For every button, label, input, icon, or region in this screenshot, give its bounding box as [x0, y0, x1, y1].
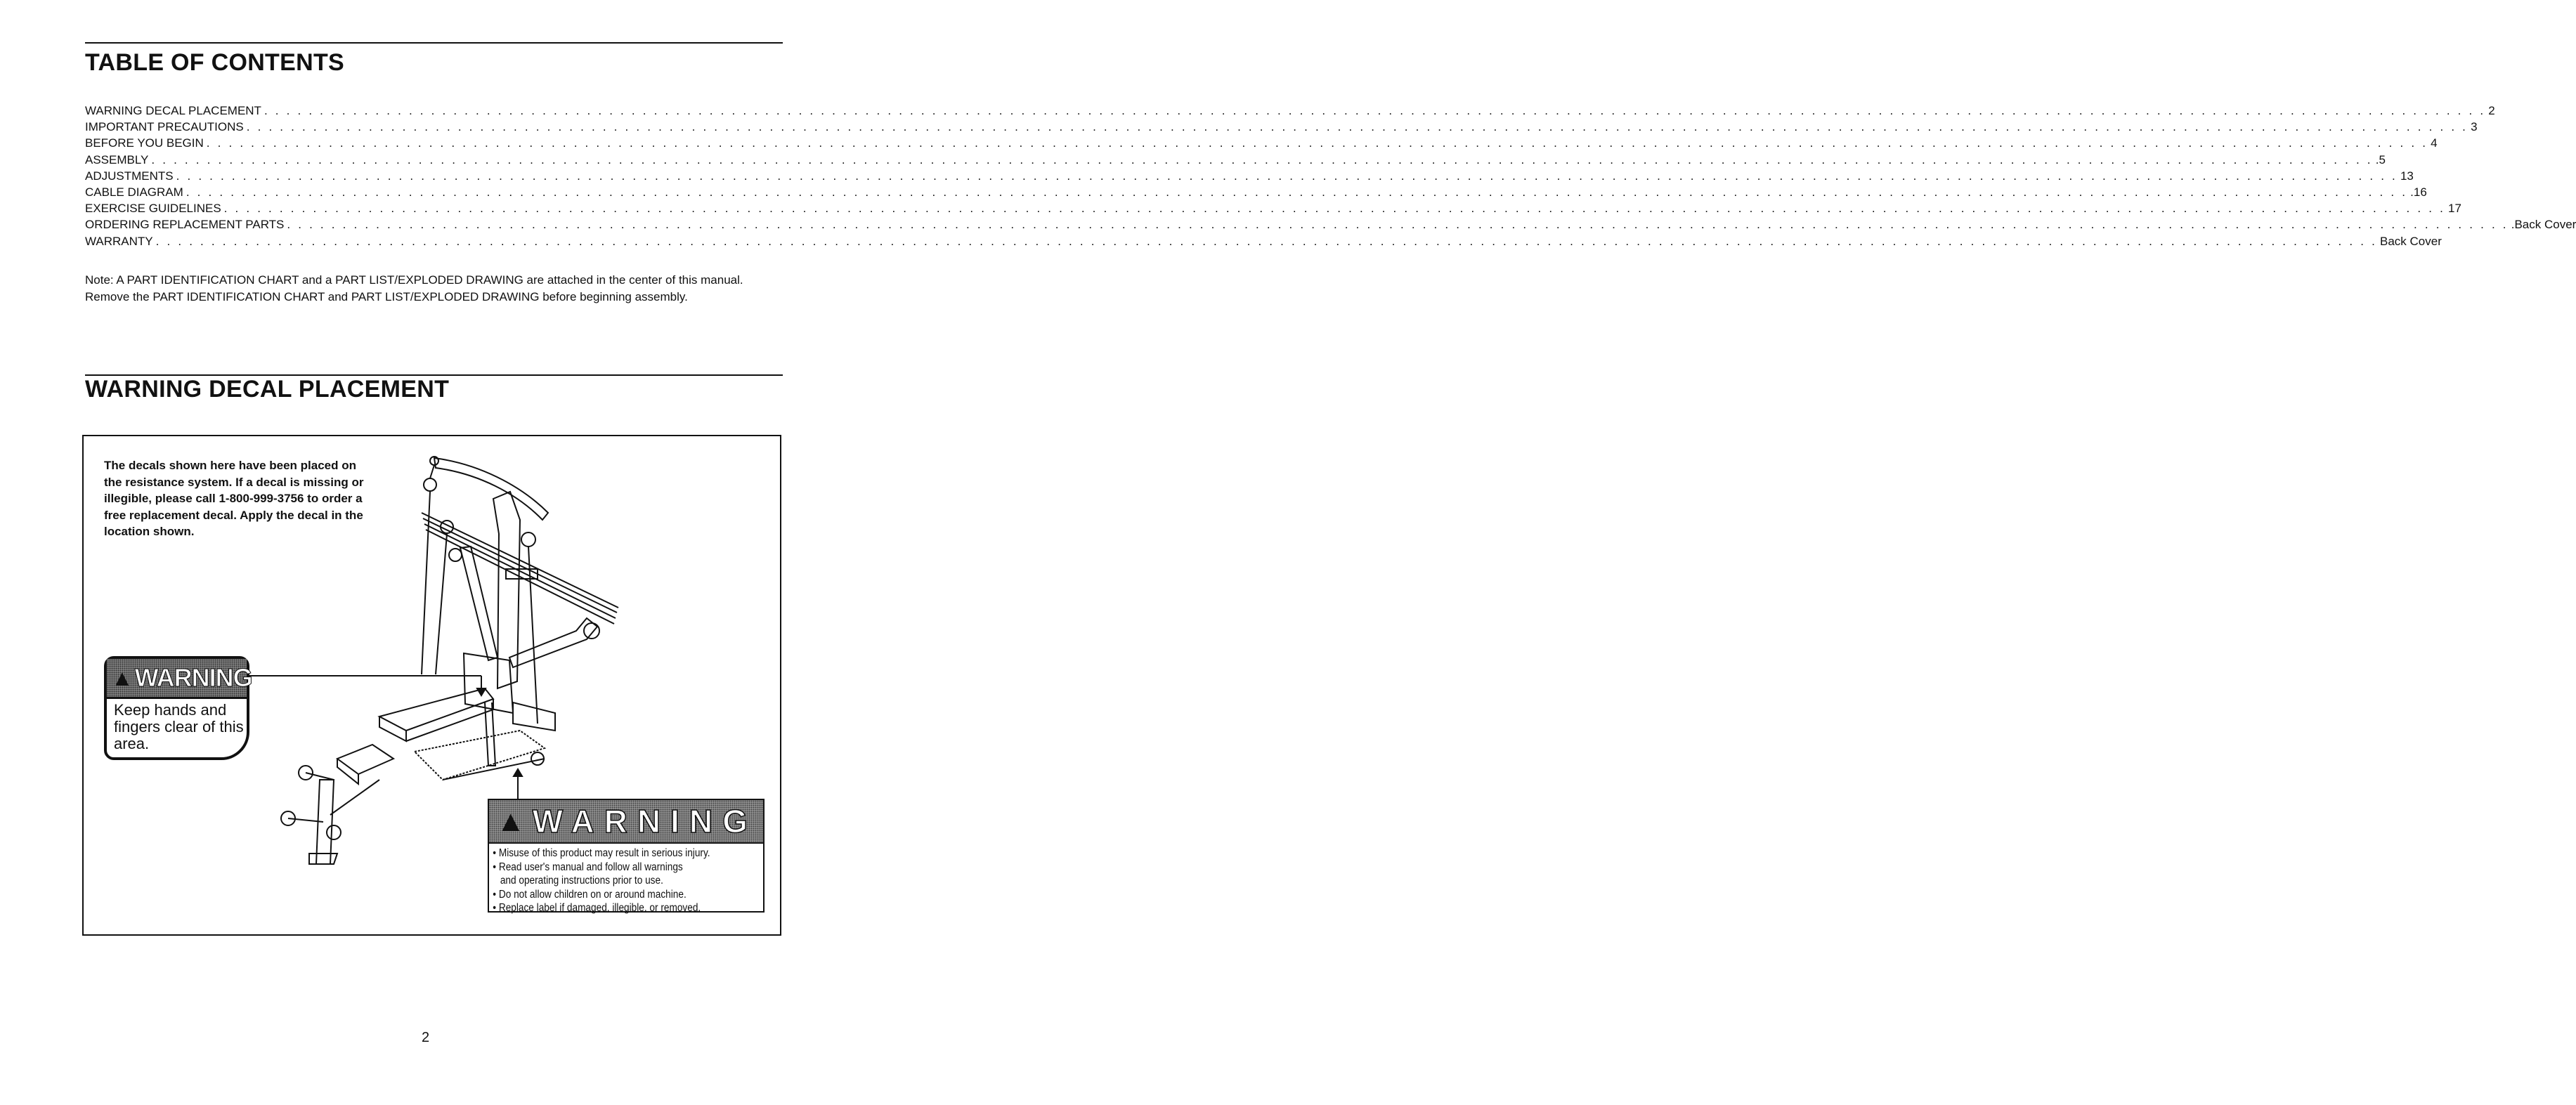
- small-decal-message: Keep hands and fingers clear of this area.: [114, 701, 244, 752]
- toc-heading: TABLE OF CONTENTS: [85, 49, 345, 76]
- toc-entry-page: .Back Cover: [2511, 218, 2576, 232]
- toc-entry-title: WARNING DECAL PLACEMENT: [85, 104, 261, 117]
- toc-leader-dots: . . . . . . . . . . . . . . . . . . . . . . . . . . . . . . . . . . . . . . . . . . . . . . . . . . . . . . . . . . . . . . . . . . . . . . . . . . . . . . . . . . . . . . . . . . . . . . . . . . . . . . . . . . . . . . . . . . . . . . . . . . . . . . . . . . . . . . . . . . . . . . . . . . . . . . . . . . . . . . . . . . . . . . . . . . . . . . . . . . . . . . . . . . . . . . . . . . . . . . . .: [223, 202, 2446, 216]
- toc-entry: [85, 152, 2386, 168]
- large-decal-line: • Read user's manual and follow all warnings: [493, 861, 683, 873]
- toc-entry: [85, 135, 2438, 151]
- toc-entry: [85, 168, 2414, 184]
- toc-leader-dots: . . . . . . . . . . . . . . . . . . . . . . . . . . . . . . . . . . . . . . . . . . . . . . . . . . . . . . . . . . . . . . . . . . . . . . . . . . . . . . . . . . . . . . . . . . . . . . . . . . . . . . . . . . . . . . . . . . . . . . . . . . . . . . . . . . . . . . . . . . . . . . . . . . . . . . . . . . . . . . . . . . . . . . . . . . . . . . . . . . . . . . . . . . . . . . . . . . . . . . . .: [186, 185, 2408, 199]
- toc-leader-dots: . . . . . . . . . . . . . . . . . . . . . . . . . . . . . . . . . . . . . . . . . . . . . . . . . . . . . . . . . . . . . . . . . . . . . . . . . . . . . . . . . . . . . . . . . . . . . . . . . . . . . . . . . . . . . . . . . . . . . . . . . . . . . . . . . . . . . . . . . . . . . . . . . . . . . . . . . . . . . . . . . . . . . . . . . . . . . . . . . . . . . . . . . . . . . . . . . . . . . . . .: [264, 104, 2486, 117]
- small-warning-decal: [104, 656, 252, 760]
- toc-entry-title: ASSEMBLY: [85, 152, 149, 166]
- toc-entry-page: 17: [2448, 202, 2461, 216]
- decal-intro-text: The decals shown here have been placed on the resistance system. If a decal is missing or illegible, please call 1-800-999-3756 to order a free replacement decal. Apply the decal in the location shown.: [104, 459, 364, 538]
- large-decal-heading: WARNING: [532, 803, 757, 839]
- decal-section-heading: WARNING DECAL PLACEMENT: [85, 376, 450, 403]
- table-of-contents: [85, 103, 2576, 249]
- toc-entry: [85, 103, 2495, 119]
- toc-leader-dots: . . . . . . . . . . . . . . . . . . . . . . . . . . . . . . . . . . . . . . . . . . . . . . . . . . . . . . . . . . . . . . . . . . . . . . . . . . . . . . . . . . . . . . . . . . . . . . . . . . . . . . . . . . . . . . . . . . . . . . . . . . . . . . . . . . . . . . . . . . . . . . . . . . . . . . . . . . . . . . . . . . . . . . . . . . . . . . . . . . . . . . . . . . . . . . . . . . . . . . . .: [155, 234, 2377, 248]
- large-decal-line: • Do not allow children on or around machine.: [493, 888, 687, 901]
- toc-leader-dots: . . . . . . . . . . . . . . . . . . . . . . . . . . . . . . . . . . . . . . . . . . . . . . . . . . . . . . . . . . . . . . . . . . . . . . . . . . . . . . . . . . . . . . . . . . . . . . . . . . . . . . . . . . . . . . . . . . . . . . . . . . . . . . . . . . . . . . . . . . . . . . . . . . . . . . . . . . . . . . . . . . . . . . . . . . . . . . . . . . . . . . . . . . . . . . . . . . . . . . . .: [287, 218, 2509, 232]
- toc-note: Note: A PART IDENTIFICATION CHART and a PART LIST/EXPLODED DRAWING are attached in the center of this manual. Remove the PART IDENTIFICATION CHART and PART LIST/EXPLODED DRAWING before beginning assembly.: [85, 273, 743, 303]
- large-decal-line: and operating instructions prior to use.: [500, 875, 663, 887]
- toc-entry-title: EXERCISE GUIDELINES: [85, 202, 221, 216]
- toc-entry: [85, 233, 2442, 249]
- toc-entry: [85, 119, 2478, 135]
- toc-entry-title: ADJUSTMENTS: [85, 169, 174, 183]
- large-decal-line: • Replace label if damaged, illegible, or removed.: [493, 902, 701, 914]
- top-rule: [85, 42, 783, 44]
- toc-leader-dots: . . . . . . . . . . . . . . . . . . . . . . . . . . . . . . . . . . . . . . . . . . . . . . . . . . . . . . . . . . . . . . . . . . . . . . . . . . . . . . . . . . . . . . . . . . . . . . . . . . . . . . . . . . . . . . . . . . . . . . . . . . . . . . . . . . . . . . . . . . . . . . . . . . . . . . . . . . . . . . . . . . . . . . . . . . . . . . . . . . . . . . . . . . . . . . . . . . . . . . . .: [206, 136, 2428, 150]
- toc-entry-title: IMPORTANT PRECAUTIONS: [85, 120, 244, 134]
- toc-entry-title: ORDERING REPLACEMENT PARTS: [85, 218, 285, 232]
- toc-leader-dots: . . . . . . . . . . . . . . . . . . . . . . . . . . . . . . . . . . . . . . . . . . . . . . . . . . . . . . . . . . . . . . . . . . . . . . . . . . . . . . . . . . . . . . . . . . . . . . . . . . . . . . . . . . . . . . . . . . . . . . . . . . . . . . . . . . . . . . . . . . . . . . . . . . . . . . . . . . . . . . . . . . . . . . . . . . . . . . . . . . . . . . . . . . . . . . . . . . . . . . . .: [176, 169, 2398, 183]
- toc-entry-title: CABLE DIAGRAM: [85, 185, 183, 199]
- toc-entry-page: Back Cover: [2380, 234, 2442, 248]
- large-decal-lines: [489, 844, 759, 915]
- page-number: 2: [421, 1030, 430, 1045]
- toc-entry-title: BEFORE YOU BEGIN: [85, 136, 204, 150]
- toc-entry-page: 4: [2431, 136, 2438, 150]
- toc-leader-dots: . . . . . . . . . . . . . . . . . . . . . . . . . . . . . . . . . . . . . . . . . . . . . . . . . . . . . . . . . . . . . . . . . . . . . . . . . . . . . . . . . . . . . . . . . . . . . . . . . . . . . . . . . . . . . . . . . . . . . . . . . . . . . . . . . . . . . . . . . . . . . . . . . . . . . . . . . . . . . . . . . . . . . . . . . . . . . . . . . . . . . . . . . . . . . . . . . . . . . . . .: [151, 152, 2373, 166]
- toc-entry: [85, 216, 2576, 233]
- toc-entry: [85, 184, 2427, 200]
- warning-triangle-icon: ▲: [496, 804, 526, 837]
- toc-entry-title: WARRANTY: [85, 234, 153, 248]
- toc-entry: [85, 200, 2461, 216]
- toc-leader-dots: . . . . . . . . . . . . . . . . . . . . . . . . . . . . . . . . . . . . . . . . . . . . . . . . . . . . . . . . . . . . . . . . . . . . . . . . . . . . . . . . . . . . . . . . . . . . . . . . . . . . . . . . . . . . . . . . . . . . . . . . . . . . . . . . . . . . . . . . . . . . . . . . . . . . . . . . . . . . . . . . . . . . . . . . . . . . . . . . . . . . . . . . . . . . . . . . . . . . . . . .: [246, 120, 2468, 134]
- toc-entry-page: 3: [2471, 120, 2478, 134]
- large-warning-decal: [488, 799, 765, 913]
- toc-entry-page: .5: [2375, 152, 2386, 166]
- small-decal-heading: WARNING: [134, 663, 252, 692]
- small-decal-header: [107, 659, 252, 699]
- large-decal-header: [489, 800, 763, 844]
- large-decal-line: • Misuse of this product may result in serious injury.: [493, 847, 710, 859]
- toc-entry-page: 2: [2488, 104, 2495, 117]
- toc-entry-page: 13: [2400, 169, 2414, 183]
- warning-triangle-icon: ▲: [111, 665, 134, 691]
- toc-entry-page: .16: [2410, 185, 2427, 199]
